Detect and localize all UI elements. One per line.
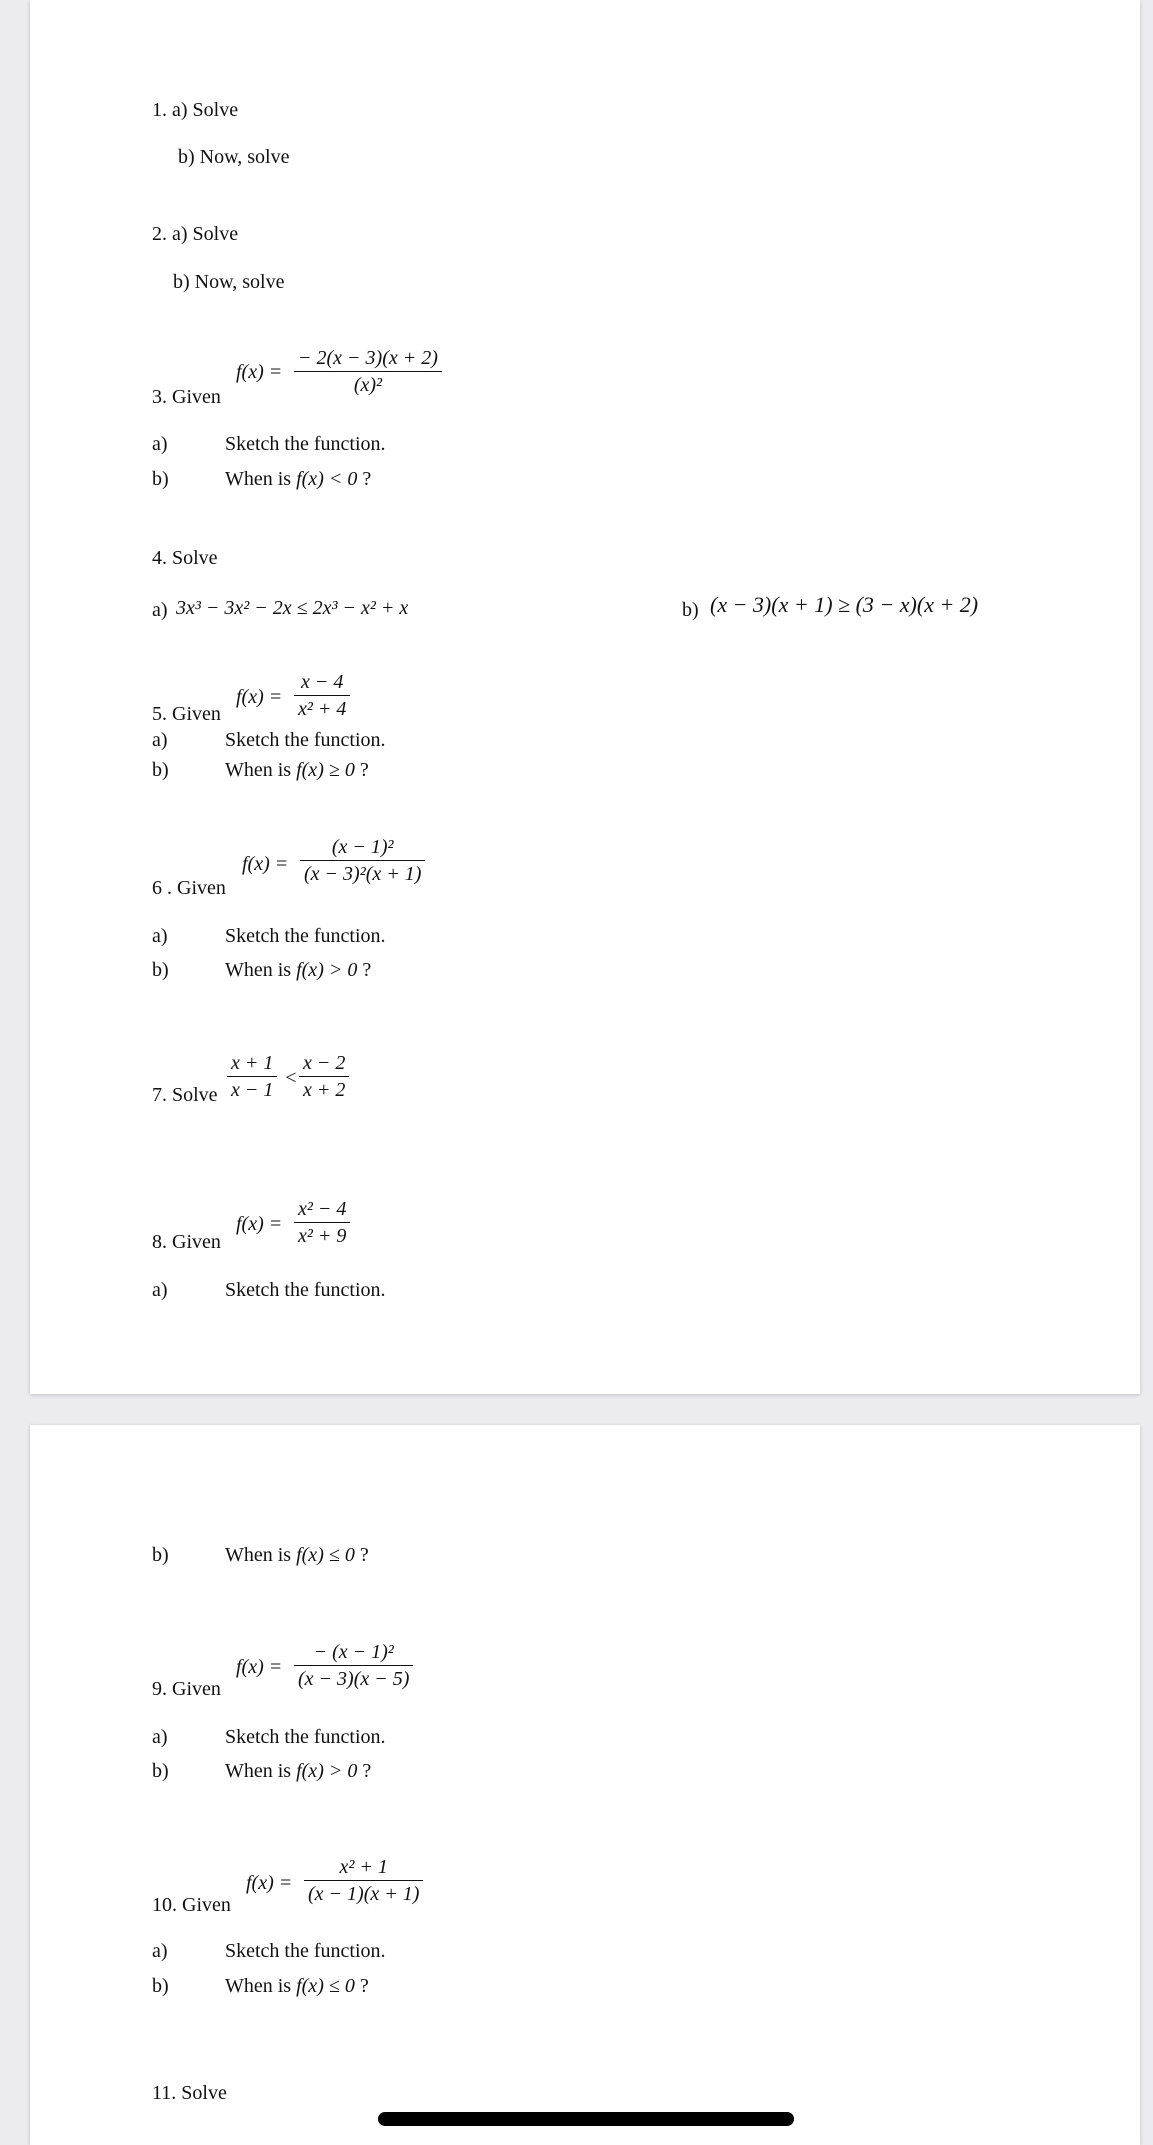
fraction-bar — [300, 860, 425, 861]
q10-b-qmark: ? — [359, 1975, 369, 1997]
q9-lhs: f(x) = — [236, 1656, 283, 1678]
q6-label: 6 . Given — [152, 877, 226, 899]
q10-b-when: When is — [225, 1975, 292, 1997]
q10-b-text — [225, 1974, 369, 1998]
q1-b: b) Now, solve — [178, 146, 290, 168]
q8-denominator: x² + 9 — [298, 1225, 347, 1248]
q3-numerator: − 2(x − 3)(x + 2) — [298, 347, 438, 369]
q8-b-when: When is — [225, 1544, 292, 1566]
q6-b-letter: b) — [152, 959, 169, 981]
q5-b-text — [225, 758, 369, 782]
q9-a-letter: a) — [152, 1726, 168, 1748]
q5-b-when: When is — [225, 759, 292, 781]
q5-b-letter: b) — [152, 759, 169, 781]
q8-fraction — [294, 1197, 350, 1248]
q5-label: 5. Given — [152, 703, 221, 725]
q7-operator: < — [284, 1067, 298, 1089]
q4-label: 4. Solve — [152, 547, 218, 569]
q7-numerator-right: x − 2 — [303, 1052, 346, 1074]
q9-label: 9. Given — [152, 1678, 221, 1700]
q3-denominator: (x)² — [353, 374, 383, 397]
q2-b: b) Now, solve — [173, 271, 285, 293]
q9-b-when: When is — [225, 1760, 292, 1782]
q7-label: 7. Solve — [152, 1084, 218, 1106]
q8-a-letter: a) — [152, 1279, 168, 1301]
q8-a-text: Sketch the function. — [225, 1279, 386, 1301]
q3-a-text: Sketch the function. — [225, 433, 386, 455]
q5-b-expr: f(x) ≥ 0 — [296, 759, 355, 781]
q6-b-expr: f(x) > 0 — [296, 959, 358, 981]
fraction-bar — [294, 1222, 350, 1223]
document-page-2 — [30, 1425, 1140, 2145]
q3-b-text — [225, 467, 371, 491]
q8-label: 8. Given — [152, 1231, 221, 1253]
fraction-bar — [227, 1076, 277, 1077]
q8-b-text — [225, 1543, 369, 1567]
q3-a-letter: a) — [152, 433, 168, 455]
document-page-1 — [30, 0, 1140, 1394]
q5-a-letter: a) — [152, 729, 168, 751]
q10-label: 10. Given — [152, 1894, 231, 1916]
q10-lhs: f(x) = — [246, 1872, 293, 1894]
q3-b-qmark: ? — [362, 468, 372, 490]
q4-a-expr: 3x³ − 3x² − 2x ≤ 2x³ − x² + x — [176, 597, 409, 619]
q8-b-expr: f(x) ≤ 0 — [296, 1544, 355, 1566]
q10-a-letter: a) — [152, 1940, 168, 1962]
q9-b-letter: b) — [152, 1760, 169, 1782]
q7-fraction-left — [227, 1051, 277, 1102]
q9-denominator: (x − 3)(x − 5) — [298, 1668, 410, 1691]
fraction-bar — [294, 695, 350, 696]
q7-denominator-left: x − 1 — [231, 1079, 274, 1102]
q3-fraction — [294, 346, 442, 397]
q9-b-text — [225, 1759, 371, 1783]
q7-fraction-right — [299, 1051, 349, 1102]
q6-b-text — [225, 958, 371, 982]
q6-numerator: (x − 1)² — [331, 836, 394, 858]
q10-fraction — [304, 1855, 423, 1906]
q6-b-when: When is — [225, 959, 292, 981]
q1-label: 1. a) Solve — [152, 99, 239, 121]
q3-b-expr: f(x) < 0 — [296, 468, 358, 490]
q9-b-qmark: ? — [362, 1760, 372, 1782]
q7-numerator-left: x + 1 — [231, 1052, 274, 1074]
fraction-bar — [299, 1076, 349, 1077]
q3-lhs: f(x) = — [236, 361, 283, 383]
q7-denominator-right: x + 2 — [303, 1079, 346, 1102]
q6-a-letter: a) — [152, 925, 168, 947]
q10-denominator: (x − 1)(x + 1) — [308, 1883, 420, 1906]
q6-fraction — [300, 835, 425, 886]
fraction-bar — [294, 1665, 413, 1666]
q5-fraction — [294, 670, 350, 721]
q5-lhs: f(x) = — [236, 686, 283, 708]
q6-denominator: (x − 3)²(x + 1) — [304, 863, 422, 886]
fraction-bar — [294, 371, 442, 372]
q5-b-qmark: ? — [359, 759, 369, 781]
q8-numerator: x² − 4 — [298, 1198, 347, 1220]
home-indicator-bar[interactable] — [378, 2112, 794, 2126]
q3-label: 3. Given — [152, 386, 221, 408]
q8-b-qmark: ? — [359, 1544, 369, 1566]
fraction-bar — [304, 1880, 423, 1881]
q9-a-text: Sketch the function. — [225, 1726, 386, 1748]
q2-label: 2. a) Solve — [152, 223, 239, 245]
q8-b-letter: b) — [152, 1544, 169, 1566]
q5-a-text: Sketch the function. — [225, 729, 386, 751]
q10-numerator: x² + 1 — [339, 1856, 388, 1878]
q10-b-expr: f(x) ≤ 0 — [296, 1975, 355, 1997]
q9-numerator: − (x − 1)² — [313, 1641, 394, 1663]
q8-lhs: f(x) = — [236, 1213, 283, 1235]
q3-b-when: When is — [225, 468, 292, 490]
q9-b-expr: f(x) > 0 — [296, 1760, 358, 1782]
q6-a-text: Sketch the function. — [225, 925, 386, 947]
q11-label: 11. Solve — [152, 2082, 227, 2104]
q4-b-letter: b) — [682, 599, 699, 621]
q3-b-letter: b) — [152, 468, 169, 490]
q5-numerator: x − 4 — [301, 671, 344, 693]
q5-denominator: x² + 4 — [298, 698, 347, 721]
q4-a-letter: a) — [152, 599, 168, 621]
q6-lhs: f(x) = — [242, 853, 289, 875]
q10-b-letter: b) — [152, 1975, 169, 1997]
q4-b-expr: (x − 3)(x + 1) ≥ (3 − x)(x + 2) — [710, 592, 979, 617]
q6-b-qmark: ? — [362, 959, 372, 981]
q9-fraction — [294, 1640, 413, 1691]
q10-a-text: Sketch the function. — [225, 1940, 386, 1962]
